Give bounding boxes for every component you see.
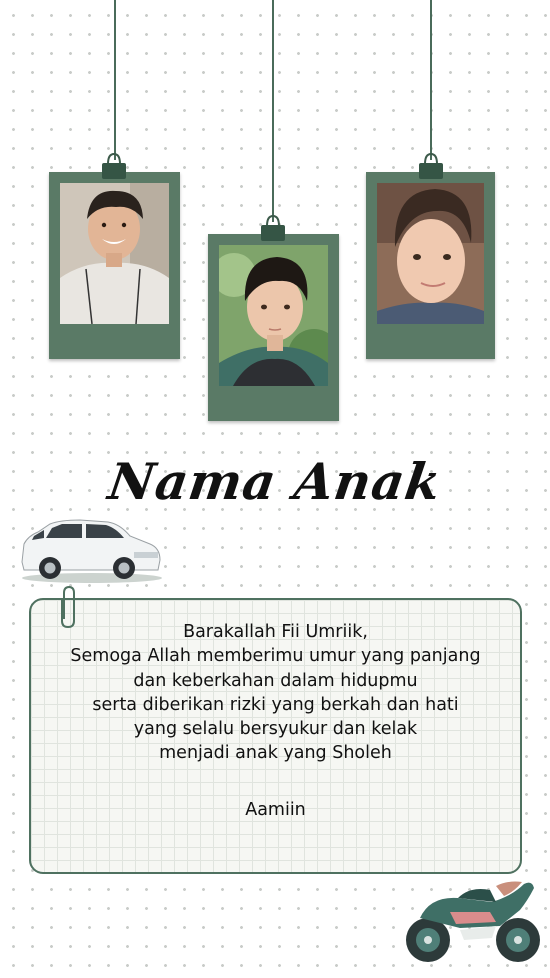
hanging-string-right [430, 0, 432, 160]
hanging-string-left [114, 0, 116, 160]
greeting-line: dan keberkahan dalam hidupmu [133, 670, 418, 691]
car-icon [16, 518, 164, 584]
greeting-line: Barakallah Fii Umriik, [183, 622, 368, 642]
greeting-closing: Aamiin [245, 799, 306, 820]
greeting-line: serta diberikan rizki yang berkah dan hati [92, 694, 459, 715]
greeting-line: yang selalu bersyukur dan kelak [133, 719, 418, 740]
hanging-string-middle [272, 0, 274, 222]
child-name-title: Nama Anak [104, 452, 446, 511]
greeting-line: Semoga Allah memberimu umur yang panjang [70, 646, 481, 667]
motorcycle-icon [400, 878, 545, 968]
greeting-message [31, 620, 520, 822]
binder-clip-icon [419, 152, 443, 180]
photo-frame-middle [208, 234, 339, 421]
greeting-line: menjadi anak yang Sholeh [159, 743, 392, 764]
photo-frame-left [49, 172, 180, 359]
greeting-card [29, 598, 522, 874]
child-photo-middle [219, 245, 328, 386]
child-photo-right [377, 183, 484, 324]
photo-frame-right [366, 172, 495, 359]
binder-clip-icon [102, 152, 126, 180]
child-photo-left [60, 183, 169, 324]
paperclip-icon [58, 585, 78, 629]
binder-clip-icon [261, 214, 285, 242]
